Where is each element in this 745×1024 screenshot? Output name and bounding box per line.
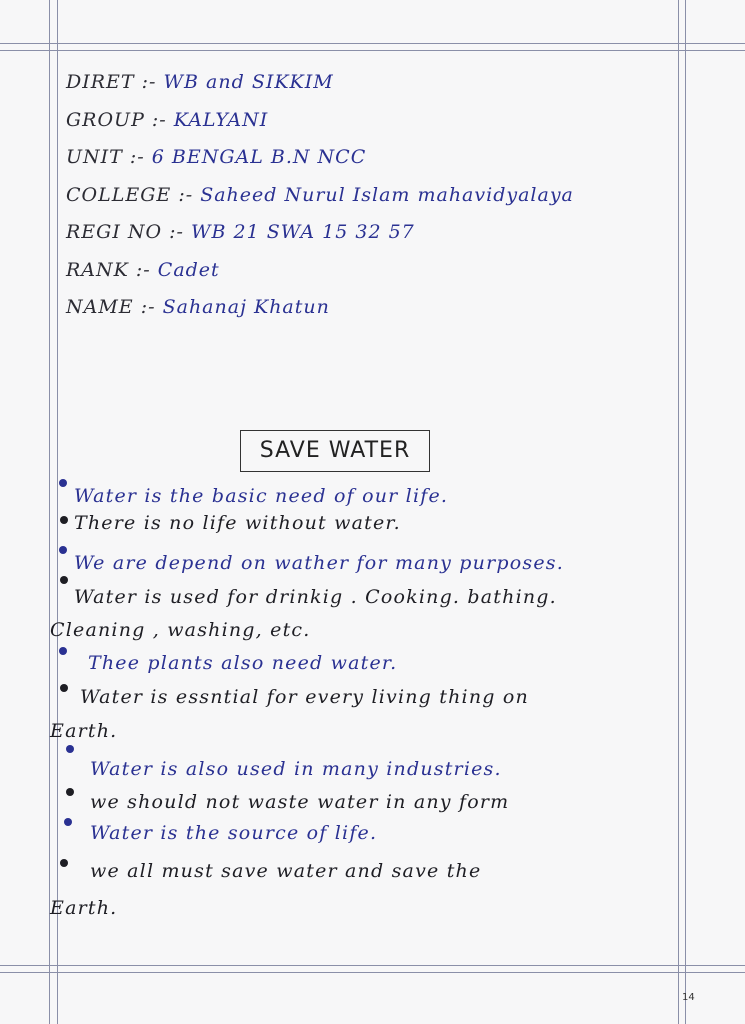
info-row-direct bbox=[66, 64, 574, 102]
essay-line: Earth. bbox=[50, 897, 118, 919]
essay-line: Water is also used in many industries. bbox=[90, 758, 502, 780]
top-rule-inner bbox=[0, 50, 745, 51]
info-separator: :- bbox=[129, 146, 145, 168]
info-separator: :- bbox=[169, 221, 184, 243]
info-row-unit bbox=[66, 139, 574, 177]
essay-line: Thee plants also need water. bbox=[88, 652, 398, 674]
bullet-dot bbox=[66, 788, 74, 796]
info-value: Saheed Nurul Islam mahavidyalaya bbox=[200, 183, 574, 206]
essay-line: we all must save water and save the bbox=[90, 860, 482, 882]
essay-line: Water is the basic need of our life. bbox=[74, 485, 449, 507]
bullet-dot bbox=[59, 479, 67, 487]
essay-line: Water is essntial for every living thing on bbox=[80, 686, 529, 708]
essay-line: Water is the source of life. bbox=[90, 822, 378, 844]
right-margin-outer bbox=[685, 0, 686, 1024]
info-separator: :- bbox=[135, 258, 151, 281]
info-row-rank bbox=[66, 252, 574, 290]
info-value: 6 BENGAL B.N NCC bbox=[151, 146, 367, 168]
essay-line: Cleaning , washing, etc. bbox=[50, 619, 311, 641]
bullet-dot bbox=[60, 576, 68, 584]
right-margin-inner bbox=[678, 0, 679, 1024]
essay-line: Earth. bbox=[50, 720, 118, 742]
info-value: Cadet bbox=[157, 258, 220, 281]
bottom-rule-outer bbox=[0, 972, 745, 973]
bottom-rule-inner bbox=[0, 965, 745, 966]
bullet-dot bbox=[60, 516, 68, 524]
bullet-dot bbox=[60, 859, 68, 867]
info-value: WB 21 SWA 15 32 57 bbox=[191, 221, 415, 243]
info-separator: :- bbox=[140, 296, 156, 318]
bullet-dot bbox=[60, 684, 68, 692]
info-row-college bbox=[66, 177, 574, 215]
info-value: WB and SIKKIM bbox=[163, 71, 334, 93]
page-title: SAVE WATER bbox=[240, 430, 430, 472]
bullet-dot bbox=[59, 647, 67, 655]
essay-line: We are depend on wather for many purposes. bbox=[74, 552, 564, 574]
cadet-info bbox=[66, 64, 574, 327]
left-margin-inner bbox=[57, 0, 58, 1024]
info-label: UNIT bbox=[66, 146, 123, 168]
essay-line: Water is used for drinkig . Cooking. bathing. bbox=[74, 586, 557, 608]
left-margin-outer bbox=[49, 0, 50, 1024]
info-value: Sahanaj Khatun bbox=[162, 296, 330, 318]
info-label: DIRET bbox=[66, 71, 135, 93]
info-row-group bbox=[66, 102, 574, 140]
page-number: 14 bbox=[682, 992, 695, 1003]
bullet-dot bbox=[59, 546, 67, 554]
info-label: RANK bbox=[66, 258, 129, 281]
essay-line: we should not waste water in any form bbox=[90, 791, 510, 813]
info-row-regi-no bbox=[66, 214, 574, 252]
info-label: REGI NO bbox=[66, 221, 163, 243]
info-label: COLLEGE bbox=[66, 183, 172, 206]
top-rule-outer bbox=[0, 43, 745, 44]
info-label: GROUP bbox=[66, 108, 145, 131]
info-separator: :- bbox=[151, 108, 167, 131]
bullet-dot bbox=[66, 745, 74, 753]
info-label: NAME bbox=[66, 296, 134, 318]
info-separator: :- bbox=[178, 183, 194, 206]
bullet-dot bbox=[64, 818, 72, 826]
info-separator: :- bbox=[141, 71, 157, 93]
info-row-name bbox=[66, 289, 574, 327]
info-value: KALYANI bbox=[173, 108, 269, 131]
essay-line: There is no life without water. bbox=[74, 512, 401, 534]
